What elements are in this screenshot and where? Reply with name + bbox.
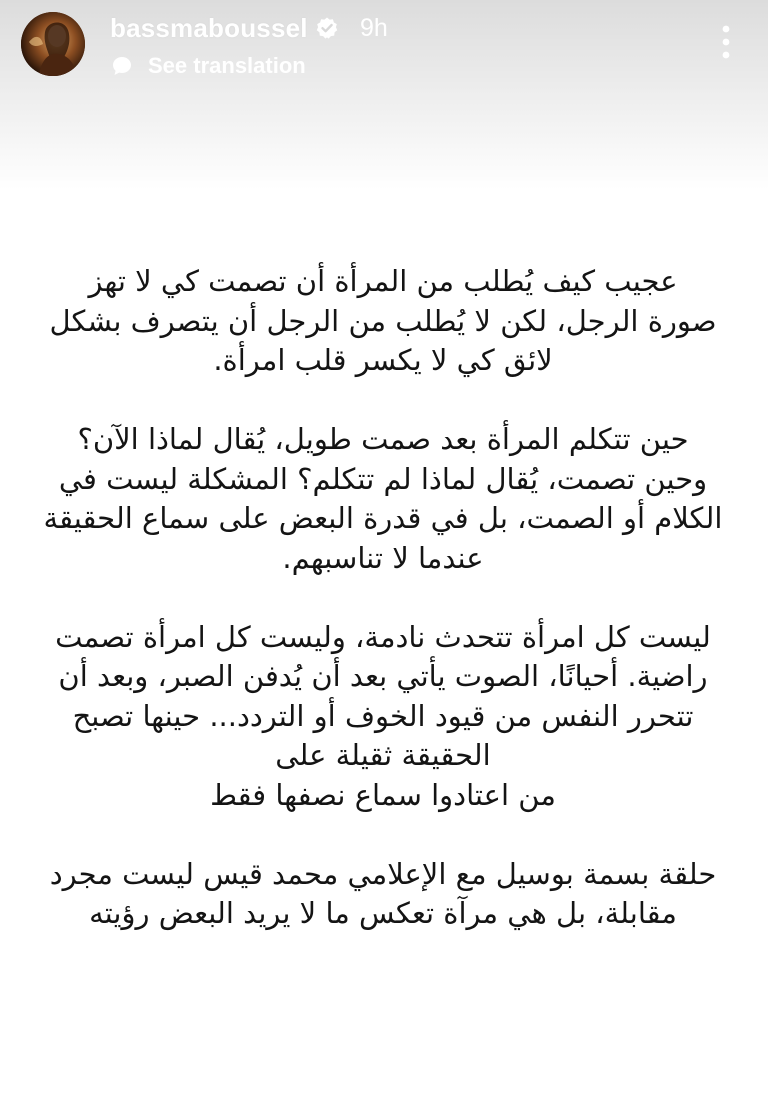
more-options-icon[interactable] [712,22,740,62]
story-text [30,262,736,973]
text-line: صورة الرجل، لكن لا يُطلب من الرجل أن يتصرف بشكل [49,303,717,338]
story-header [0,0,768,100]
username[interactable]: bassmaboussel [110,13,308,43]
paragraph-2 [30,420,736,578]
see-translation-label: See translation [148,53,306,78]
see-translation-button[interactable] [110,52,306,80]
paragraph-3 [30,618,736,816]
text-line: تتحرر النفس من قيود الخوف أو التردد... حينها تصبح [72,698,694,733]
text-line: مقابلة، بل هي مرآة تعكس ما لا يريد البعض رؤيته [89,896,677,930]
post-time: 9h [360,14,388,42]
text-line: الحقيقة ثقيلة على [275,738,491,772]
profile-avatar[interactable] [21,12,85,76]
text-line: وحين تصمت، يُقال لماذا لم تتكلم؟ المشكلة ليست في [58,461,708,496]
translate-icon [110,54,134,78]
text-line: ليست كل امرأة تتحدث نادمة، وليست كل امرأة تصمت [55,619,711,654]
avatar-image [21,12,85,76]
text-line: راضية. أحيانًا، الصوت يأتي بعد أن يُدفن الصبر، وبعد أن [58,659,708,693]
text-line: الكلام أو الصمت، بل في قدرة البعض على سماع الحقيقة [43,501,723,535]
paragraph-1 [30,262,736,381]
text-line: حين تتكلم المرأة بعد صمت طويل، يُقال لماذا الآن؟ [77,422,689,456]
text-line: عندما لا تناسبهم. [282,540,484,575]
paragraph-4 [30,855,736,934]
text-line: من اعتادوا سماع نصفها فقط [210,777,556,812]
text-line: لائق كي لا يكسر قلب امرأة. [213,343,553,377]
text-line: عجيب كيف يُطلب من المرأة أن تصمت كي لا تهز [88,264,678,298]
verified-badge-icon [315,16,339,40]
text-line: حلقة بسمة بوسيل مع الإعلامي محمد قيس ليست مجرد [49,856,717,891]
